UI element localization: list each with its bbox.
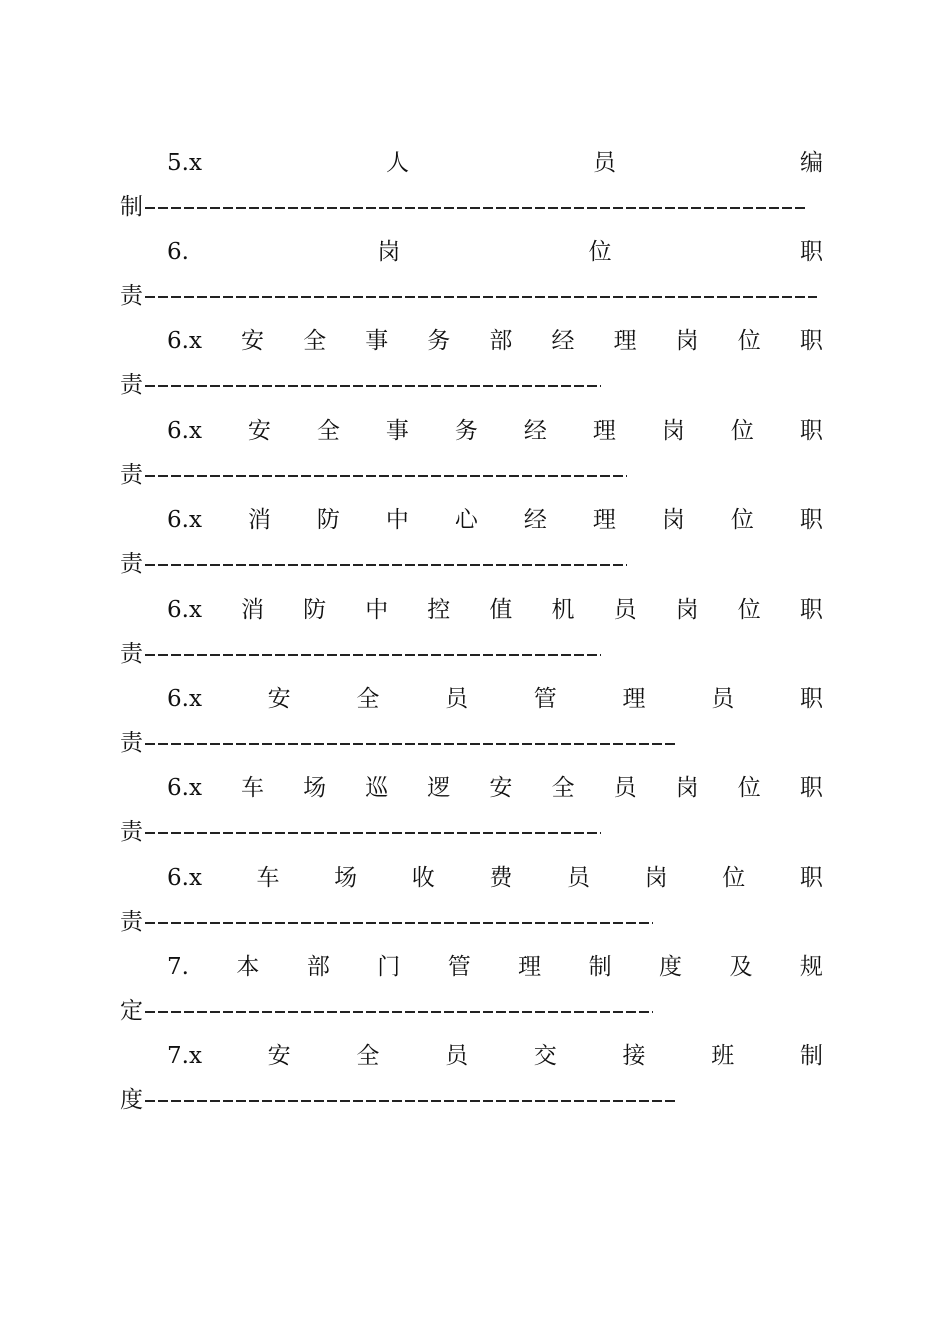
toc-token: 6.x [167,865,202,891]
toc-token: 6.x [167,686,202,712]
toc-lead-char: 责 [120,641,143,667]
toc-token: 岗 [675,328,699,354]
toc-entry-continuation [120,460,627,490]
toc-lead-char: 定 [120,998,143,1024]
toc-entry-continuation [120,728,677,758]
toc-entry-heading [167,1041,823,1071]
toc-token: 经 [551,328,575,354]
toc-token: 安 [267,1043,291,1069]
toc-token: 位 [737,328,761,354]
toc-token: 交 [533,1043,557,1069]
toc-token: 岗 [644,865,668,891]
toc-token: 安 [489,775,513,801]
toc-token: 7. [167,954,189,980]
toc-token: 6. [167,239,189,265]
toc-token: 位 [730,418,754,444]
toc-token: 心 [454,507,478,533]
toc-token: 职 [799,418,823,444]
toc-token: 全 [356,1043,380,1069]
toc-token: 经 [523,507,547,533]
toc-entry-continuation [120,996,653,1026]
toc-lead-char: 责 [120,909,143,935]
toc-token: 逻 [427,775,451,801]
toc-token: 事 [385,418,409,444]
toc-token: 人 [385,150,409,176]
toc-token: 职 [799,328,823,354]
toc-entry-continuation [120,1085,677,1115]
toc-token: 职 [799,865,823,891]
toc-token: 值 [489,597,513,623]
toc-token: 巡 [365,775,389,801]
toc-token: 员 [613,775,637,801]
toc-token: 员 [445,686,469,712]
toc-token: 场 [303,775,327,801]
toc-token: 务 [454,418,478,444]
toc-token: 位 [588,239,612,265]
toc-token: 制 [588,954,612,980]
toc-token: 理 [622,686,646,712]
toc-token: 理 [613,328,637,354]
toc-token: 场 [334,865,358,891]
toc-token: 职 [799,775,823,801]
toc-lead-char: 责 [120,462,143,488]
toc-entry-continuation [120,549,627,579]
toc-token: 6.x [167,328,202,354]
toc-token: 及 [729,954,753,980]
toc-token: 编 [799,150,823,176]
toc-token: 理 [592,507,616,533]
toc-token: 经 [523,418,547,444]
toc-token: 职 [799,686,823,712]
toc-token: 理 [592,418,616,444]
toc-token: 管 [447,954,471,980]
toc-token: 安 [241,328,265,354]
toc-token: 防 [303,597,327,623]
toc-token: 管 [533,686,557,712]
dot-leader [145,743,677,745]
toc-token: 位 [737,597,761,623]
dot-leader [145,475,627,477]
toc-token: 员 [711,686,735,712]
toc-entry-continuation [120,817,601,847]
toc-token: 安 [247,418,271,444]
toc-token: 员 [567,865,591,891]
toc-token: 员 [592,150,616,176]
dot-leader [145,922,653,924]
dot-leader [145,385,601,387]
toc-token: 岗 [377,239,401,265]
toc-token: 岗 [675,775,699,801]
toc-token: 岗 [661,507,685,533]
toc-token: 员 [613,597,637,623]
toc-token: 安 [267,686,291,712]
toc-lead-char: 责 [120,730,143,756]
toc-token: 全 [551,775,575,801]
toc-lead-char: 责 [120,819,143,845]
toc-token: 车 [241,775,265,801]
dot-leader [145,832,601,834]
dot-leader [145,564,627,566]
toc-token: 员 [445,1043,469,1069]
toc-token: 职 [799,507,823,533]
toc-token: 防 [316,507,340,533]
dot-leader [145,207,805,209]
toc-token: 务 [427,328,451,354]
toc-token: 规 [799,954,823,980]
toc-entry-heading [167,595,823,625]
toc-token: 中 [365,597,389,623]
toc-token: 位 [737,775,761,801]
toc-token: 职 [799,239,823,265]
toc-token: 7.x [167,1043,202,1069]
toc-token: 本 [236,954,260,980]
toc-lead-char: 责 [120,551,143,577]
toc-token: 消 [241,597,265,623]
toc-token: 度 [659,954,683,980]
toc-token: 位 [730,507,754,533]
dot-leader [145,1100,677,1102]
toc-token: 收 [411,865,435,891]
toc-token: 部 [489,328,513,354]
toc-entry-heading [167,505,823,535]
toc-entry-continuation [120,639,601,669]
toc-token: 理 [518,954,542,980]
toc-entry-continuation [120,370,601,400]
toc-entry-heading [167,684,823,714]
toc-token: 事 [365,328,389,354]
toc-entry-heading [167,237,823,267]
toc-token: 全 [356,686,380,712]
toc-entry-heading [167,773,823,803]
dot-leader [145,1011,653,1013]
toc-entry-heading [167,952,823,982]
toc-token: 控 [427,597,451,623]
toc-entry-continuation [120,192,805,222]
toc-token: 费 [489,865,513,891]
toc-token: 全 [316,418,340,444]
toc-token: 门 [377,954,401,980]
toc-token: 全 [303,328,327,354]
toc-token: 岗 [675,597,699,623]
toc-token: 职 [799,597,823,623]
toc-lead-char: 制 [120,194,143,220]
toc-lead-char: 责 [120,283,143,309]
toc-entry-heading [167,326,823,356]
toc-token: 消 [247,507,271,533]
toc-token: 6.x [167,418,202,444]
toc-token: 位 [722,865,746,891]
dot-leader [145,654,601,656]
toc-token: 机 [551,597,575,623]
toc-token: 接 [622,1043,646,1069]
toc-entry-heading [167,863,823,893]
toc-token: 中 [385,507,409,533]
toc-token: 6.x [167,775,202,801]
toc-token: 6.x [167,597,202,623]
toc-entry-continuation [120,907,653,937]
toc-token: 班 [711,1043,735,1069]
toc-token: 5.x [167,150,202,176]
toc-token: 岗 [661,418,685,444]
toc-entry-heading [167,416,823,446]
toc-entry-continuation [120,281,817,311]
toc-token: 制 [799,1043,823,1069]
dot-leader [145,296,817,298]
toc-token: 车 [256,865,280,891]
toc-entry-heading [167,148,823,178]
toc-lead-char: 责 [120,372,143,398]
toc-token: 6.x [167,507,202,533]
toc-lead-char: 度 [120,1087,143,1113]
toc-token: 部 [306,954,330,980]
